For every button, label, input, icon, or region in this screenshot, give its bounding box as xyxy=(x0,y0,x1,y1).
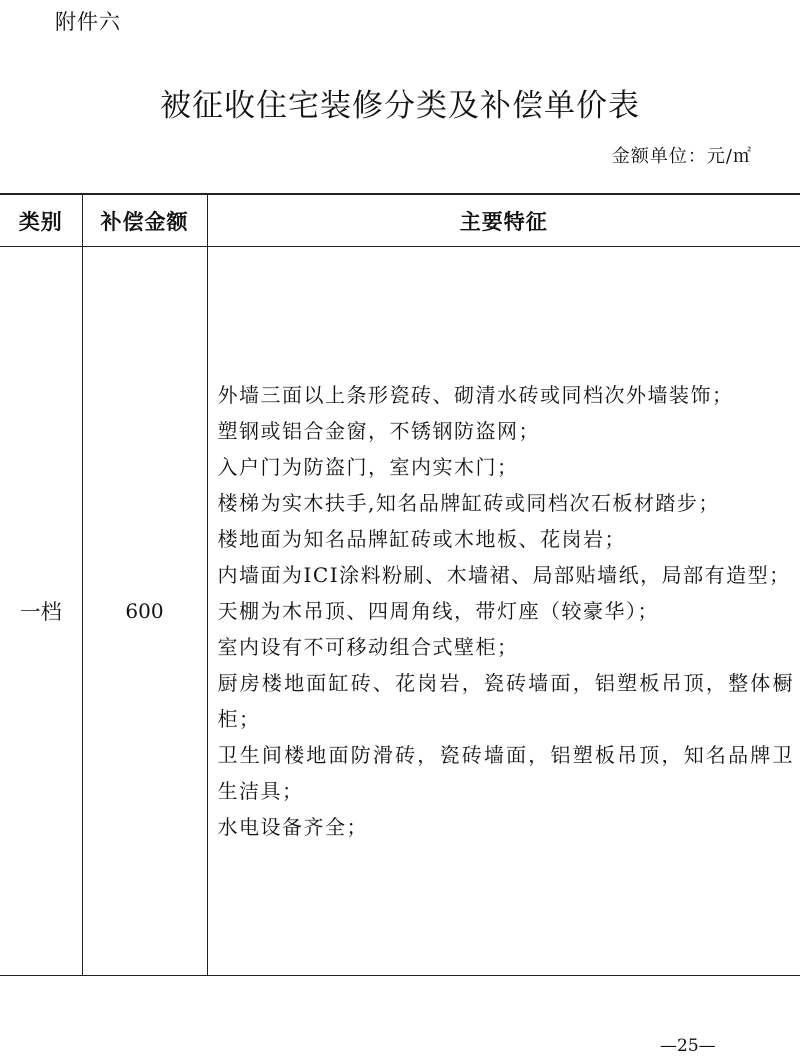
feature-item: 入户门为防盗门，室内实木门； xyxy=(217,455,519,479)
feature-item: 水电设备齐全； xyxy=(217,815,368,839)
page-number: —25— xyxy=(660,1036,716,1056)
feature-item: 厨房楼地面缸砖、花岗岩，瓷砖墙面，铝塑板吊顶，整体橱柜； xyxy=(217,671,794,731)
attachment-label: 附件六 xyxy=(55,10,121,34)
header-features: 主要特征 xyxy=(207,194,800,247)
category-cell: 一档 xyxy=(0,247,82,976)
document-title: 被征收住宅装修分类及补偿单价表 xyxy=(160,88,640,124)
header-category: 类别 xyxy=(0,194,82,247)
feature-item: 外墙三面以上条形瓷砖、砌清水砖或同档次外墙装饰； xyxy=(217,383,734,407)
compensation-table xyxy=(0,193,800,976)
table-header-row xyxy=(0,194,800,247)
feature-item: 卫生间楼地面防滑砖，瓷砖墙面，铝塑板吊顶，知名品牌卫生洁具； xyxy=(217,743,794,803)
header-amount: 补偿金额 xyxy=(82,194,207,247)
feature-item: 天棚为木吊顶、四周角线，带灯座（较豪华）； xyxy=(217,599,659,623)
feature-item: 楼梯为实木扶手,知名品牌缸砖或同档次石板材踏步； xyxy=(217,491,720,515)
feature-item: 塑钢或铝合金窗，不锈钢防盗网； xyxy=(217,419,540,443)
unit-note: 金额单位：元/㎡ xyxy=(611,146,752,167)
amount-cell: 600 xyxy=(82,247,207,976)
features-cell xyxy=(207,247,800,976)
feature-item: 内墙面为ICI涂料粉刷、木墙裙、局部贴墙纸，局部有造型； xyxy=(217,563,791,587)
feature-item: 室内设有不可移动组合式壁柜； xyxy=(217,635,519,659)
table-row xyxy=(0,247,800,976)
feature-item: 楼地面为知名品牌缸砖或木地板、花岗岩； xyxy=(217,527,626,551)
